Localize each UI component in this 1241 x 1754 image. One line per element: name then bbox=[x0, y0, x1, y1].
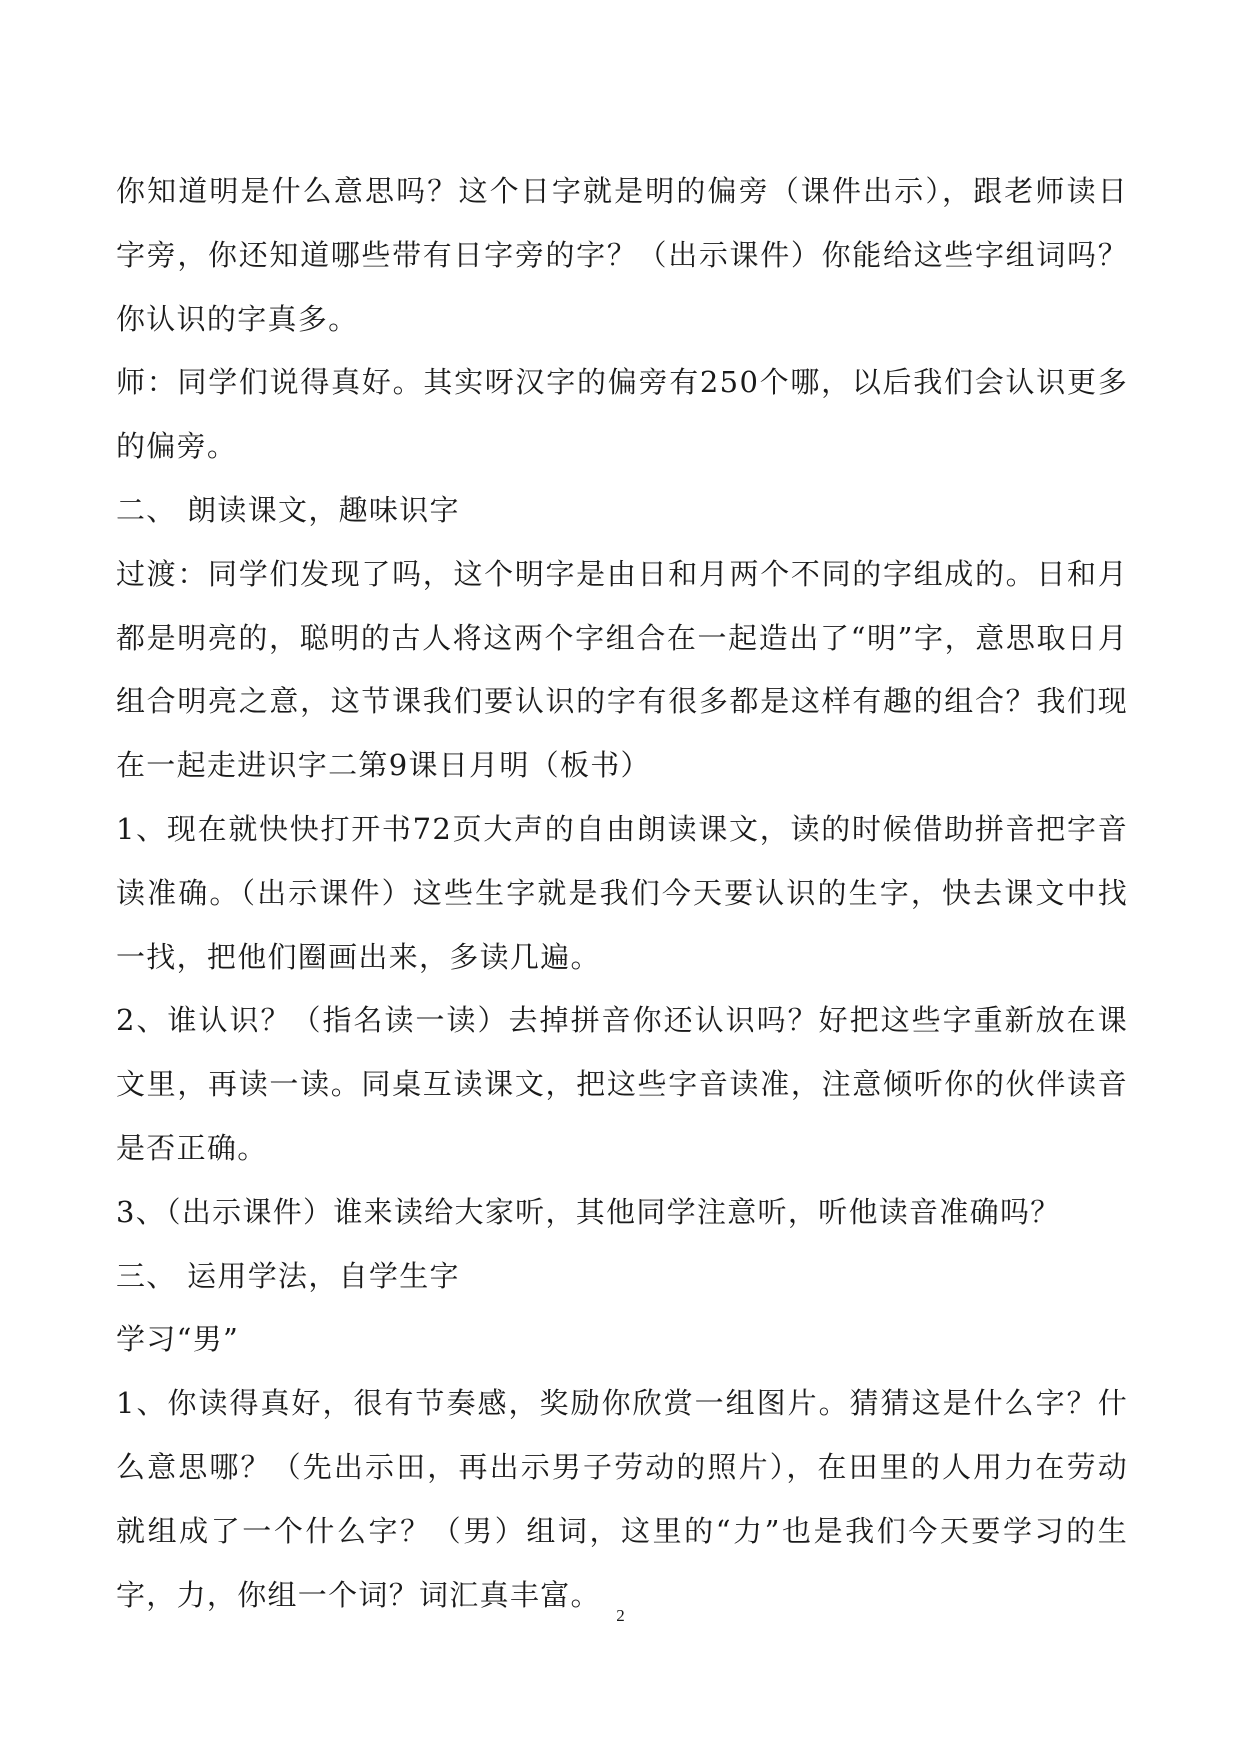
subheading-learn-nan: 学习“男” bbox=[116, 1322, 240, 1357]
section-heading-two: 二、 朗读课文，趣味识字 bbox=[116, 492, 460, 527]
paragraph-step-1: 1、现在就快快打开书72页大声的自由朗读课文，读的时候借助拼音把字音读准确。（出示课件）这些生字就是我们今天要认识的生字，快去课文中找一找，把他们圈画出来，多读几遍。 bbox=[116, 811, 1128, 974]
paragraph-step-2: 2、谁认识？（指名读一读）去掉拼音你还认识吗？好把这些字重新放在课文里，再读一读。同桌互读课文，把这些字音读准，注意倾听你的伙伴读音是否正确。 bbox=[116, 1003, 1128, 1165]
paragraph-nan-step-1: 1、你读得真好，很有节奏感，奖励你欣赏一组图片。猜猜这是什么字？什么意思哪？（先出示田，再出示男子劳动的照片），在田里的人用力在劳动就组成了一个什么字？（男）组词，这里的“力”也是我们今天要学习的生字，力，你组一个词？词汇真丰富。 bbox=[116, 1386, 1128, 1612]
section-heading-three: 三、 运用学法，自学生字 bbox=[116, 1258, 460, 1293]
paragraph-teacher-radicals: 师：同学们说得真好。其实呀汉字的偏旁有250个哪，以后我们会认识更多的偏旁。 bbox=[116, 365, 1128, 464]
paragraph-step-3: 3、（出示课件）谁来读给大家听，其他同学注意听，听他读音准确吗？ bbox=[116, 1194, 1061, 1229]
page-number: 2 bbox=[616, 1606, 625, 1625]
document-body bbox=[116, 160, 1128, 1627]
paragraph-transition: 过渡：同学们发现了吗，这个明字是由日和月两个不同的字组成的。日和月都是明亮的，聪明的古人将这两个字组合在一起造出了“明”字，意思取日月组合明亮之意，这节课我们要认识的字有很多都是这样有趣的组合？我们现在一起走进识字二第9课日月明（板书） bbox=[116, 556, 1128, 783]
paragraph-rizi-radical: 你知道明是什么意思吗？这个日字就是明的偏旁（课件出示），跟老师读日字旁，你还知道哪些带有日字旁的字？（出示课件）你能给这些字组词吗？你认识的字真多。 bbox=[116, 174, 1128, 336]
